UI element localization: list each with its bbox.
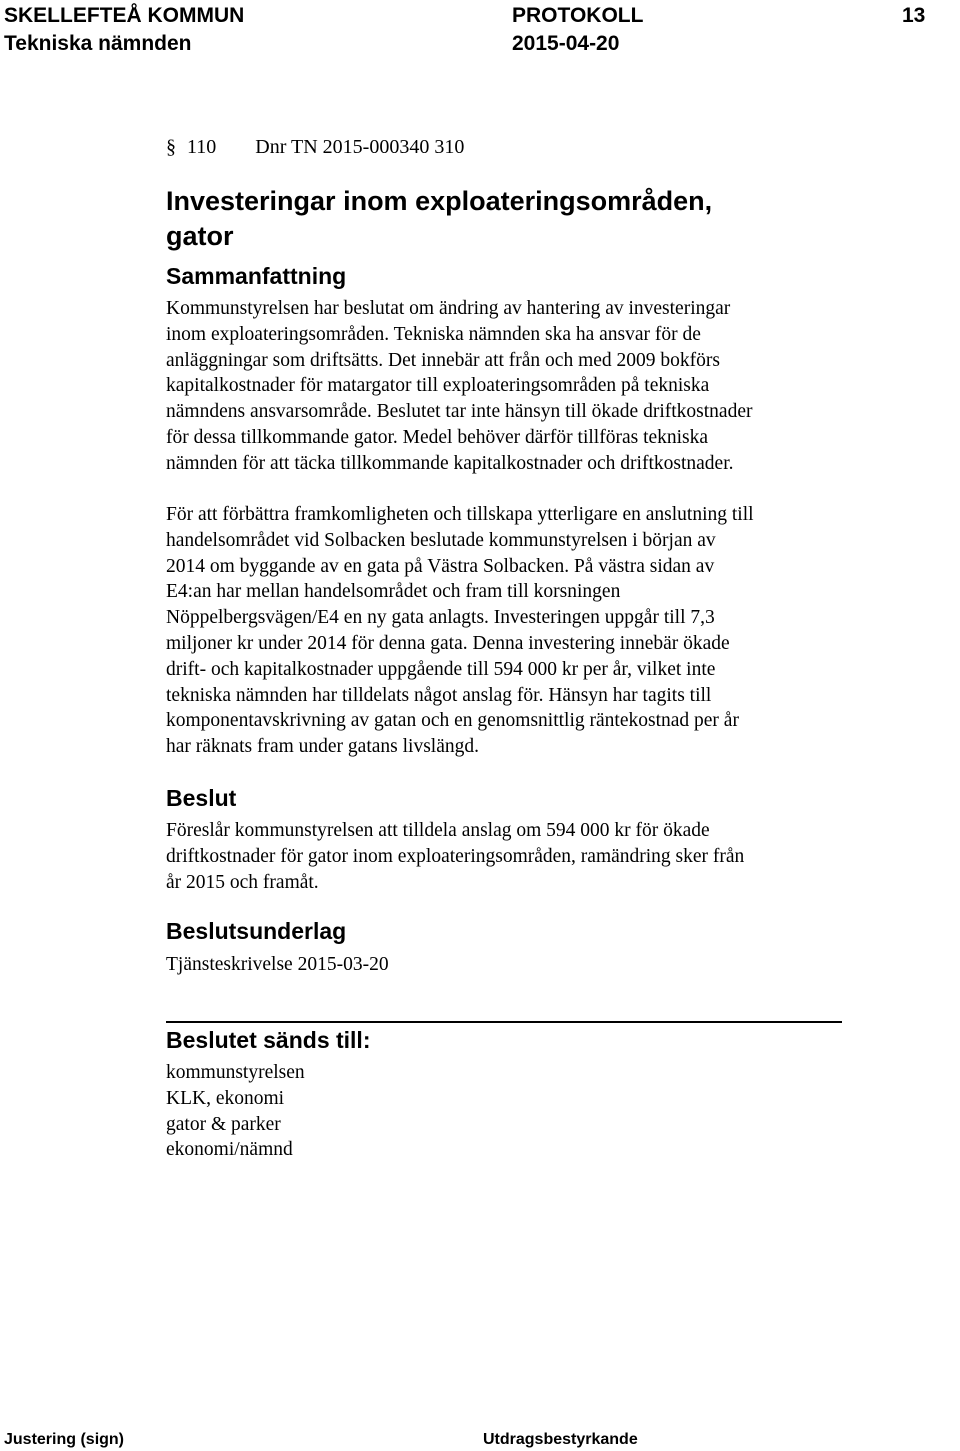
text-line: tekniska nämnden har tilldelats något anslag för. Hänsyn har tagits till [166, 684, 712, 706]
page-title [166, 184, 866, 254]
text-line: nämnden för att täcka tillkommande kapitalkostnader och driftkostnader. [166, 452, 734, 474]
text-line: driftkostnader för gator inom exploateringsområden, ramändring sker från [166, 845, 745, 867]
decision-paragraph [166, 818, 886, 895]
text-line: Föreslår kommunstyrelsen att tilldela anslag om 594 000 kr för ökade [166, 820, 710, 841]
text-line: anläggningar som driftsätts. Det innebär att från och med 2009 bokförs [166, 349, 720, 371]
recipient-item: gator & parker [166, 1113, 281, 1135]
basis-heading: Beslutsunderlag [166, 918, 347, 944]
paragraph-symbol: § [166, 136, 176, 158]
recipient-item: ekonomi/nämnd [166, 1139, 293, 1161]
title-line-2: gator [166, 221, 234, 251]
text-line: 2014 om byggande av en gata på Västra Solbacken. På västra sidan av [166, 555, 715, 577]
text-line: För att förbättra framkomligheten och tillskapa ytterligare en anslutning till [166, 504, 754, 525]
text-line: drift- och kapitalkostnader uppgående till 594 000 kr per år, vilket inte [166, 658, 716, 680]
paragraph-number: 110 [187, 136, 217, 158]
recipient-item: KLK, ekonomi [166, 1087, 285, 1109]
text-line: handelsområdet vid Solbacken beslutade kommunstyrelsen i början av [166, 529, 716, 551]
dnr: Dnr TN 2015-000340 310 [255, 136, 465, 158]
text-line: har räknats fram under gatans livslängd. [166, 736, 479, 758]
municipality-name: SKELLEFTEÅ KOMMUN [4, 4, 245, 27]
distribution-heading: Beslutet sänds till: [166, 1027, 371, 1053]
text-line: E4:an har mellan handelsområdet och fram till korsningen [166, 581, 621, 603]
committee-name: Tekniska nämnden [4, 32, 192, 55]
summary-paragraph [166, 296, 886, 477]
recipient-item: kommunstyrelsen [166, 1062, 305, 1083]
case-line [166, 135, 464, 159]
text-line: år 2015 och framåt. [166, 871, 319, 893]
text-line: för dessa tillkommande gator. Medel behöver därför tillföras tekniska [166, 426, 709, 448]
meeting-date: 2015-04-20 [512, 32, 620, 55]
basis-text: Tjänsteskrivelse 2015-03-20 [166, 954, 389, 975]
title-line-1: Investeringar inom exploateringsområden, [166, 186, 713, 216]
page-number: 13 [902, 4, 926, 27]
text-line: miljoner kr under 2014 för denna gata. Denna investering innebär ökade [166, 632, 730, 654]
summary-paragraph-2 [166, 502, 886, 760]
footer-justering: Justering (sign) [4, 1431, 125, 1448]
text-line: nämndens ansvarsområde. Beslutet tar inte hänsyn till ökade driftkostnader [166, 401, 753, 423]
document-type: PROTOKOLL [512, 4, 644, 27]
summary-heading: Sammanfattning [166, 263, 347, 289]
decision-heading: Beslut [166, 785, 237, 811]
text-line: inom exploateringsområden. Tekniska nämnden ska ha ansvar för de [166, 323, 701, 345]
text-line: Nöppelbergsvägen/E4 en ny gata anlagts. Investeringen uppgår till 7,3 [166, 607, 715, 629]
divider-line [166, 1021, 842, 1023]
footer-utdragsbestyrkande: Utdragsbestyrkande [483, 1431, 638, 1448]
text-line: kapitalkostnader för matargator till exploateringsområden på tekniska [166, 375, 710, 397]
text-line: komponentavskrivning av gatan och en genomsnittlig räntekostnad per år [166, 710, 739, 732]
recipient-list [166, 1060, 886, 1163]
text-line: Kommunstyrelsen har beslutat om ändring av hantering av investeringar [166, 298, 731, 319]
